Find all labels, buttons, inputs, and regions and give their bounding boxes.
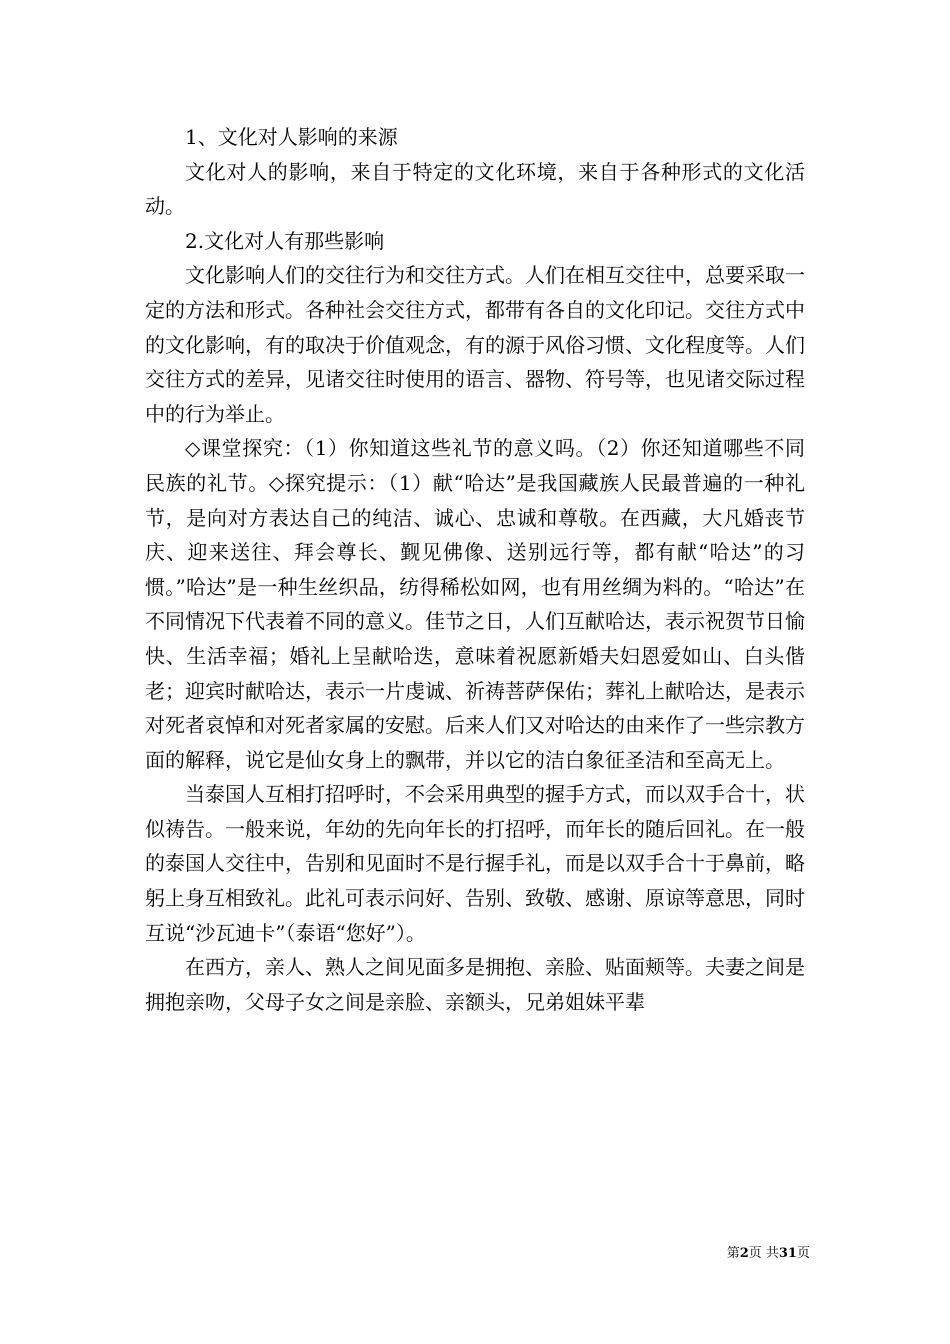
body-paragraph: 文化对人的影响，来自于特定的文化环境，来自于各种形式的文化活动。 [145, 159, 805, 219]
current-page-number: 2 [739, 1246, 749, 1261]
body-paragraph: 文化影响人们的交往行为和交往方式。人们在相互交往中，总要采取一定的方法和形式。各种社会交往方式，都带有各自的文化印记。交往方式中的文化影响，有的取决于价值观念，有的源于风俗习惯、文化程度等。人们交往方式的差异，见诸交往时使用的语言、器物、符号等，也见诸交际过程中的行为举止。 [145, 263, 805, 426]
footer-prefix: 第 [726, 1246, 740, 1261]
total-pages-number: 31 [778, 1246, 797, 1261]
body-paragraph: ◇课堂探究：（1）你知道这些礼节的意义吗。（2）你还知道哪些不同民族的礼节。◇探究提示：（1）献“哈达”是我国藏族人民最普遍的一种礼节，是向对方表达自己的纯洁、诚心、忠诚和尊敬。在西藏，大凡婚丧节庆、迎来送往、拜会尊长、觐见佛像、送别远行等，都有献“哈达”的习惯。”哈达”是一种生丝织品，纺得稀松如网，也有用丝绸为料的。“哈达”在不同情况下代表着不同的意义。佳节之日，人们互献哈达，表示祝贺节日愉快、生活幸福；婚礼上呈献哈迭，意味着祝愿新婚夫妇恩爱如山、白头偕老；迎宾时献哈达，表示一片虔诚、祈祷菩萨保佑；葬礼上献哈达，是表示对死者哀悼和对死者家属的安慰。后来人们又对哈达的由来作了一些宗教方面的解释，说它是仙女身上的飘带，并以它的洁白象征圣洁和至高无上。 [145, 436, 805, 772]
footer-suffix: 页 [796, 1246, 810, 1261]
document-body [145, 120, 805, 1019]
body-paragraph: 当泰国人互相打招呼时，不会采用典型的握手方式，而以双手合十，状似祷告。一般来说，年幼的先向年长的打招呼，而年长的随后回礼。在一般的泰国人交往中，告别和见面时不是行握手礼，而是以双手合十于鼻前，略躬上身互相致礼。此礼可表示问好、告别、致敬、感谢、原谅等意思，同时互说“沙瓦迪卡”（泰语“您好”）。 [145, 782, 805, 945]
footer-middle: 页 共 [748, 1246, 779, 1261]
body-paragraph: 在西方，亲人、熟人之间见面多是拥抱、亲脸、贴面颊等。夫妻之间是拥抱亲吻，父母子女之间是亲脸、亲额头，兄弟姐妹平辈 [145, 955, 805, 1014]
page-footer [700, 1246, 810, 1262]
section-heading-1: 1、文化对人影响的来源 [185, 125, 398, 149]
section-heading-2: 2.文化对人有那些影响 [185, 228, 385, 253]
